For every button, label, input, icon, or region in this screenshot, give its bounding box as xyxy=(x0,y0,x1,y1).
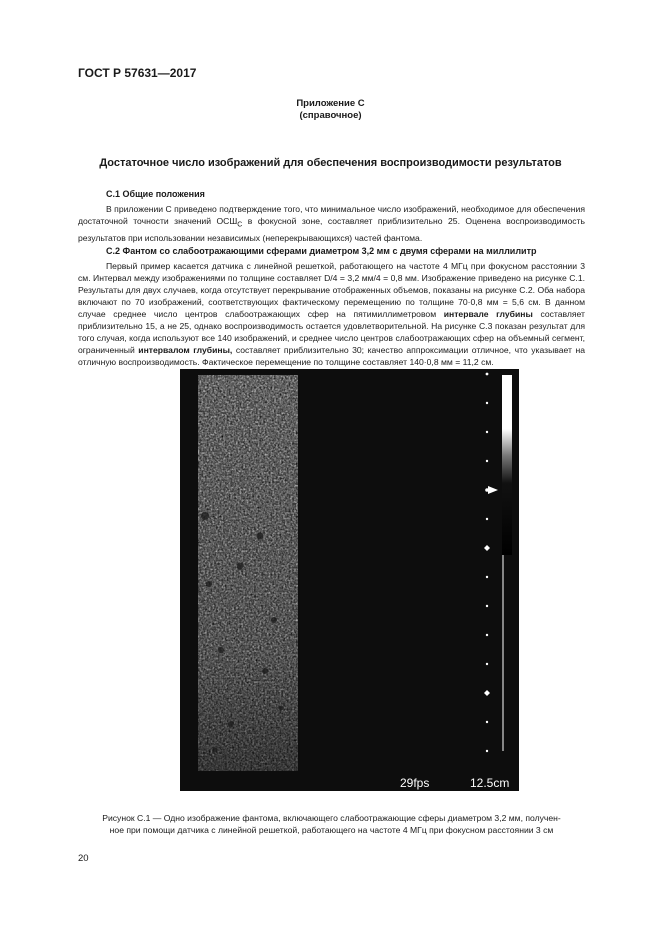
caption-line-1: Рисунок С.1 — Одно изображение фантома, включающего слабоотражающие сферы диаметром 3,2 мм, получен- xyxy=(102,813,561,823)
subscript: С xyxy=(237,221,243,229)
caption-line-2: ное при помощи датчика с линейной решеткой, работающего на частоте 4 МГц при фокусном расстоянии 3 см xyxy=(109,825,554,835)
section-1-paragraph xyxy=(78,203,585,244)
ultrasound-figure xyxy=(180,369,519,791)
depth-markers xyxy=(484,373,490,753)
section-2-heading: С.2 Фантом со слабоотражающими сферами диаметром 3,2 мм с двумя сферами на миллилитр xyxy=(106,246,537,256)
document-code: ГОСТ Р 57631—2017 xyxy=(78,66,197,80)
section-1-text-b: в фокусной зоне, составляет приблизительно 25. Оценена воспроизводимость результатов при использовании независимых (неперекрывающихся) частей фантома. xyxy=(78,216,585,243)
page-number: 20 xyxy=(78,853,89,864)
focus-marker xyxy=(488,486,498,494)
section-2-paragraph xyxy=(78,260,585,368)
section-2-text-2: составляет приблизительно 15, а не 25, однако воспроизводимость остается удовлетворительной. На рисунке С.3 показан результат для того случая, когда используют все 140 изображений, и среднее число центров слабоотражающих сфер на объемный сегмент, ограниченный xyxy=(78,309,585,355)
section-2-text-1: Первый пример касается датчика с линейной решеткой, работающего на частоте 4 МГц при фокусном расстоянии 3 см. Интервал между изображениями по толщине составляет D/4 = 3,2 мм/4 = 0,8 мм. Изображение приведено на рисунке С.1. Результаты для двух случаев, когда отсутствует перекрывание отображенных объемов, показаны на рисунке С.2. Оба набора включают по 70 изображений, соответствующих фактическому перемещению по толщине 70·0,8 мм = 5,6 см. В данном случае среднее число центров слабоотражающих сфер на пятимиллиметровом xyxy=(78,261,585,319)
section-1-heading: С.1 Общие положения xyxy=(106,189,205,199)
section-2-text-3: составляет приблизительно 30; качество аппроксимации отличное, что указывает на отличную воспроизводимость. Фактическое перемещение по толщине составляет 140·0,8 мм = 11,2 см. xyxy=(78,345,585,367)
appendix-subtitle: (справочное) xyxy=(299,110,362,121)
fps-label: 29fps xyxy=(400,776,430,790)
depth-attenuation xyxy=(198,375,298,771)
ultrasound-image xyxy=(180,369,519,791)
greyscale-bar xyxy=(502,375,512,555)
section-2-bold-1: интервале глубины xyxy=(443,309,533,319)
figure-caption xyxy=(78,812,585,836)
appendix-title: Приложение С xyxy=(296,98,365,109)
depth-label: 12.5cm xyxy=(470,776,510,790)
section-2-bold-2: интервалом глубины, xyxy=(138,345,233,355)
section-1-text-a: В приложении С приведено подтверждение того, что минимальное число изображений, необходимое для обеспечения достаточной точности значений ОСШ xyxy=(78,204,585,226)
page-title: Достаточное число изображений для обеспечения воспроизводимости результатов xyxy=(99,157,562,169)
